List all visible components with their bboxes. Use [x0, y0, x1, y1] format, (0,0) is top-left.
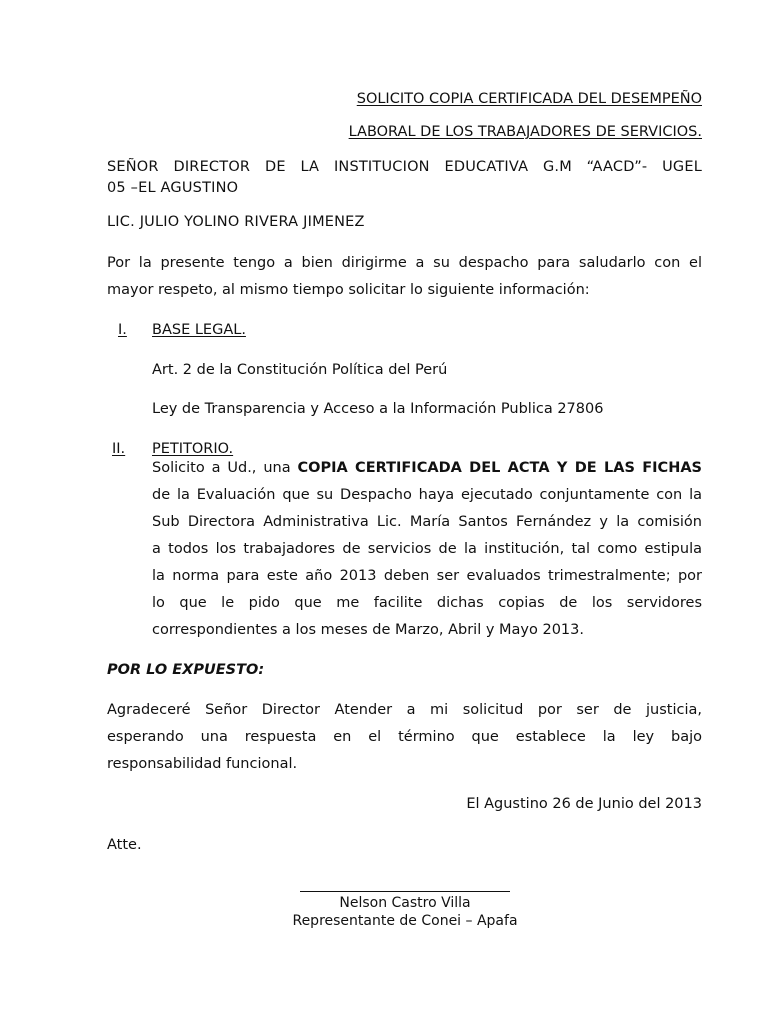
petition-lead-bold: COPIA CERTIFICADA DEL ACTA Y DE LAS FICHAS [297, 460, 702, 476]
intro-line-1: Por la presente tengo a bien dirigirme a su despacho para saludarlo con el [107, 255, 702, 271]
legal-basis-item-1: Art. 2 de la Constitución Política del Perú [152, 362, 448, 378]
intro-line-2: mayor respeto, al mismo tiempo solicitar lo siguiente información: [107, 282, 590, 298]
addressee-line-2: 05 –EL AGUSTINO [107, 180, 239, 196]
closing-line-2: esperando una respuesta en el término que establece la ley bajo [107, 729, 702, 745]
section-1-number: I. [118, 322, 127, 338]
petition-line: Sub Directora Administrativa Lic. María Santos Fernández y la comisión [152, 514, 702, 530]
petition-line: de la Evaluación que su Despacho haya ejecutado conjuntamente con la [152, 487, 702, 503]
addressee-line-1: SEÑOR DIRECTOR DE LA INSTITUCION EDUCATIVA G.M “AACD”- UGEL [107, 159, 702, 175]
section-2-heading: PETITORIO. [152, 441, 234, 457]
subject-line-1: SOLICITO COPIA CERTIFICADA DEL DESEMPEÑO [356, 91, 702, 107]
petition-lead-line [152, 455, 702, 482]
signatory-role: Representante de Conei – Apafa [292, 913, 518, 929]
signature-line [300, 891, 510, 892]
petition-lead-text: Solicito a Ud., una [152, 460, 298, 476]
letter-date: El Agustino 26 de Junio del 2013 [466, 796, 702, 812]
subject-line-2: LABORAL DE LOS TRABAJADORES DE SERVICIOS. [348, 124, 702, 140]
petition-line: a todos los trabajadores de servicios de la institución, tal como estipula [152, 541, 702, 557]
closing-line-1: Agradeceré Señor Director Atender a mi solicitud por ser de justicia, [107, 702, 702, 718]
sign-off: Atte. [107, 837, 142, 853]
section-2-number: II. [112, 441, 126, 457]
addressee-name: LIC. JULIO YOLINO RIVERA JIMENEZ [107, 214, 365, 230]
petition-line: la norma para este año 2013 deben ser evaluados trimestralmente; por [152, 568, 702, 584]
section-1-heading: BASE LEGAL. [152, 322, 246, 338]
signatory-name: Nelson Castro Villa [339, 895, 471, 911]
closing-heading: POR LO EXPUESTO: [107, 662, 265, 678]
closing-line-3: responsabilidad funcional. [107, 756, 298, 772]
legal-basis-item-2: Ley de Transparencia y Acceso a la Información Publica 27806 [152, 401, 604, 417]
petition-line: correspondientes a los meses de Marzo, Abril y Mayo 2013. [152, 622, 584, 638]
petition-line: lo que le pido que me facilite dichas copias de los servidores [152, 595, 702, 611]
